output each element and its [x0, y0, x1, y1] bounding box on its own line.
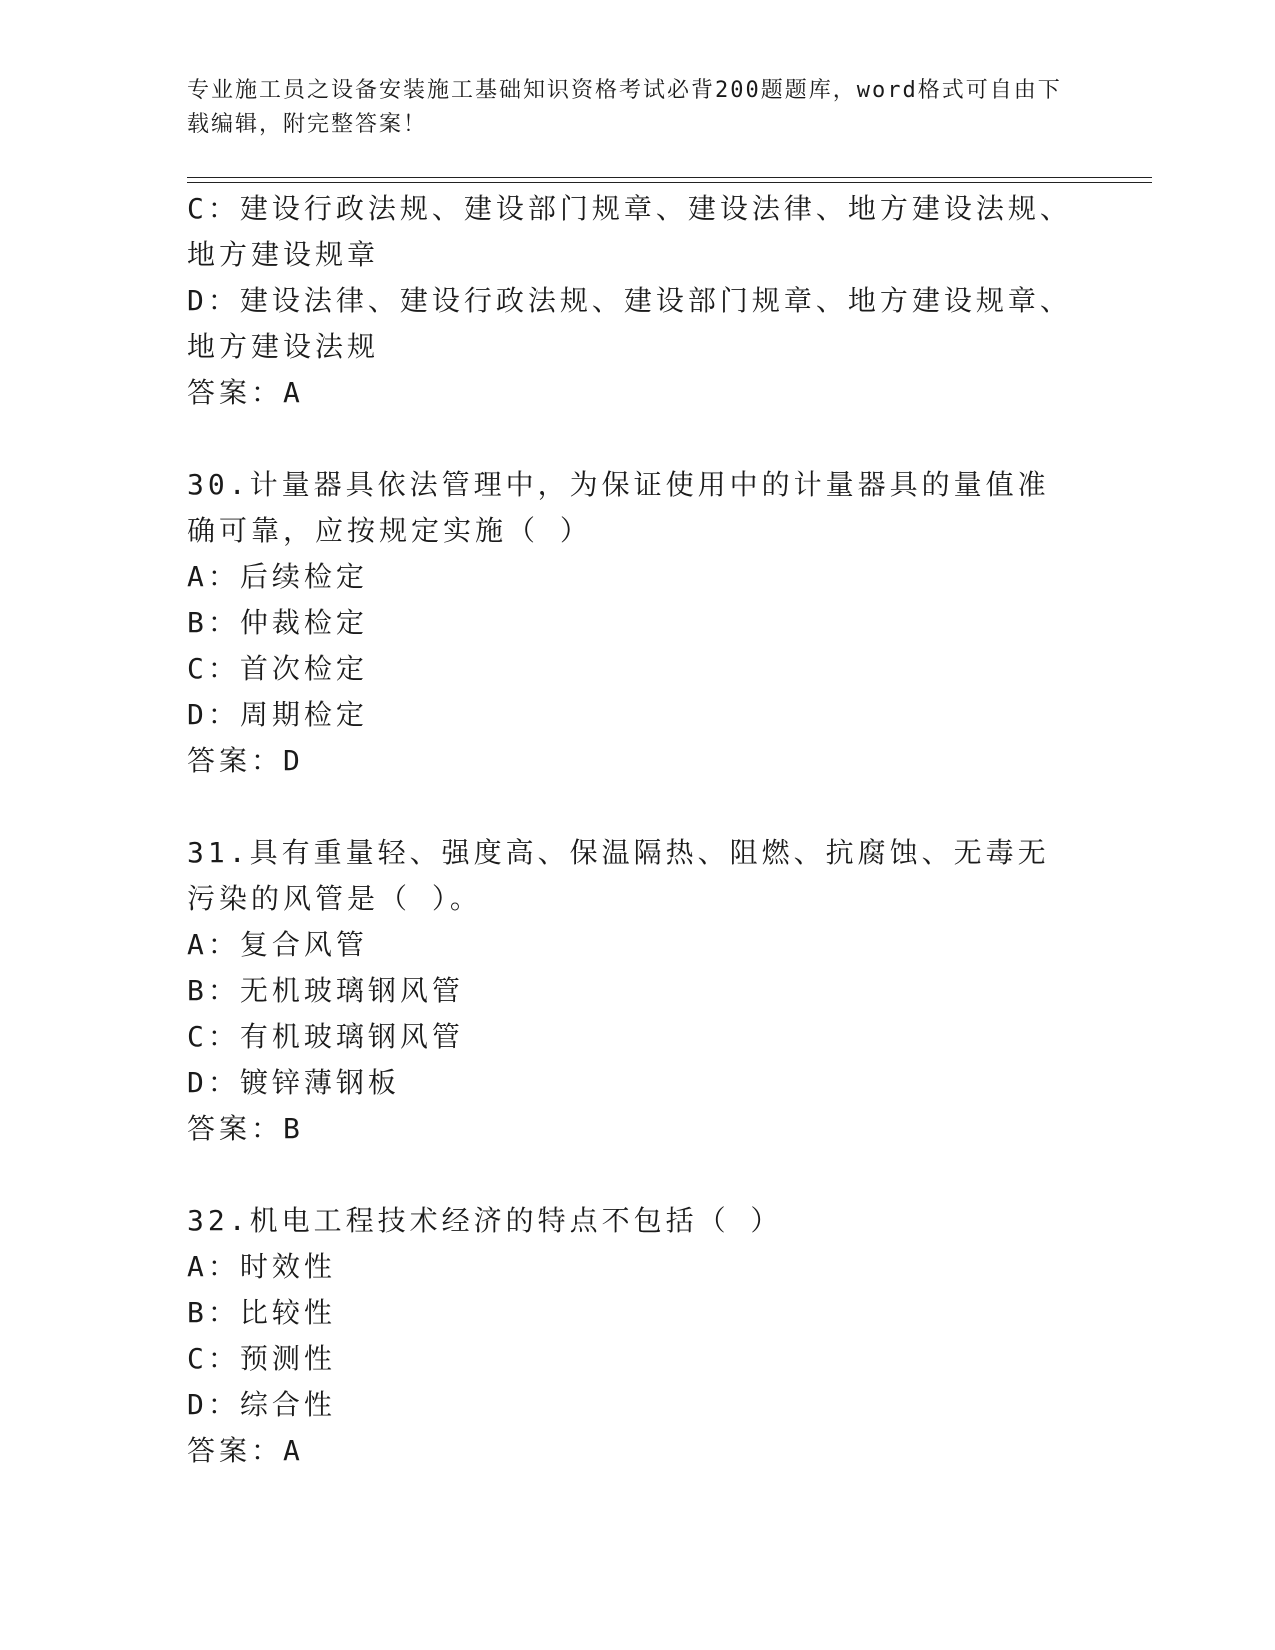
option-c: C：预测性	[187, 1342, 336, 1375]
option-a: A：时效性	[187, 1250, 336, 1283]
question-stem: 31.具有重量轻、强度高、保温隔热、阻燃、抗腐蚀、无毒无污染的风管是（ ）。	[187, 836, 1050, 915]
header-divider-top	[187, 177, 1152, 178]
question-31	[187, 830, 1077, 1152]
previous-question-tail	[187, 186, 1077, 416]
option-a: A：复合风管	[187, 928, 368, 961]
answer-line: 答案：D	[187, 744, 304, 777]
option-c: C：有机玻璃钢风管	[187, 1020, 464, 1053]
answer-line: 答案：B	[187, 1112, 304, 1145]
option-b: B：无机玻璃钢风管	[187, 974, 464, 1007]
question-stem: 30.计量器具依法管理中，为保证使用中的计量器具的量值准确可靠，应按规定实施（ ）	[187, 468, 1050, 547]
header-divider-bottom	[187, 182, 1152, 183]
option-d: D：周期检定	[187, 698, 368, 731]
option-b: B：仲裁检定	[187, 606, 368, 639]
option-c: C：首次检定	[187, 652, 368, 685]
answer-line: 答案：A	[187, 376, 304, 409]
option-d: D：建设法律、建设行政法规、建设部门规章、地方建设规章、地方建设法规	[187, 284, 1072, 363]
option-d: D：镀锌薄钢板	[187, 1066, 400, 1099]
question-32	[187, 1198, 1077, 1474]
page-header: 专业施工员之设备安装施工基础知识资格考试必背200题题库，word格式可自由下载编辑，附完整答案！	[187, 78, 1062, 137]
option-d: D：综合性	[187, 1388, 336, 1421]
question-content	[187, 186, 1077, 1520]
option-c: C：建设行政法规、建设部门规章、建设法律、地方建设法规、地方建设规章	[187, 192, 1072, 271]
option-a: A：后续检定	[187, 560, 368, 593]
question-30	[187, 462, 1077, 784]
option-b: B：比较性	[187, 1296, 336, 1329]
question-stem: 32.机电工程技术经济的特点不包括（ ）	[187, 1204, 783, 1237]
answer-line: 答案：A	[187, 1434, 304, 1467]
